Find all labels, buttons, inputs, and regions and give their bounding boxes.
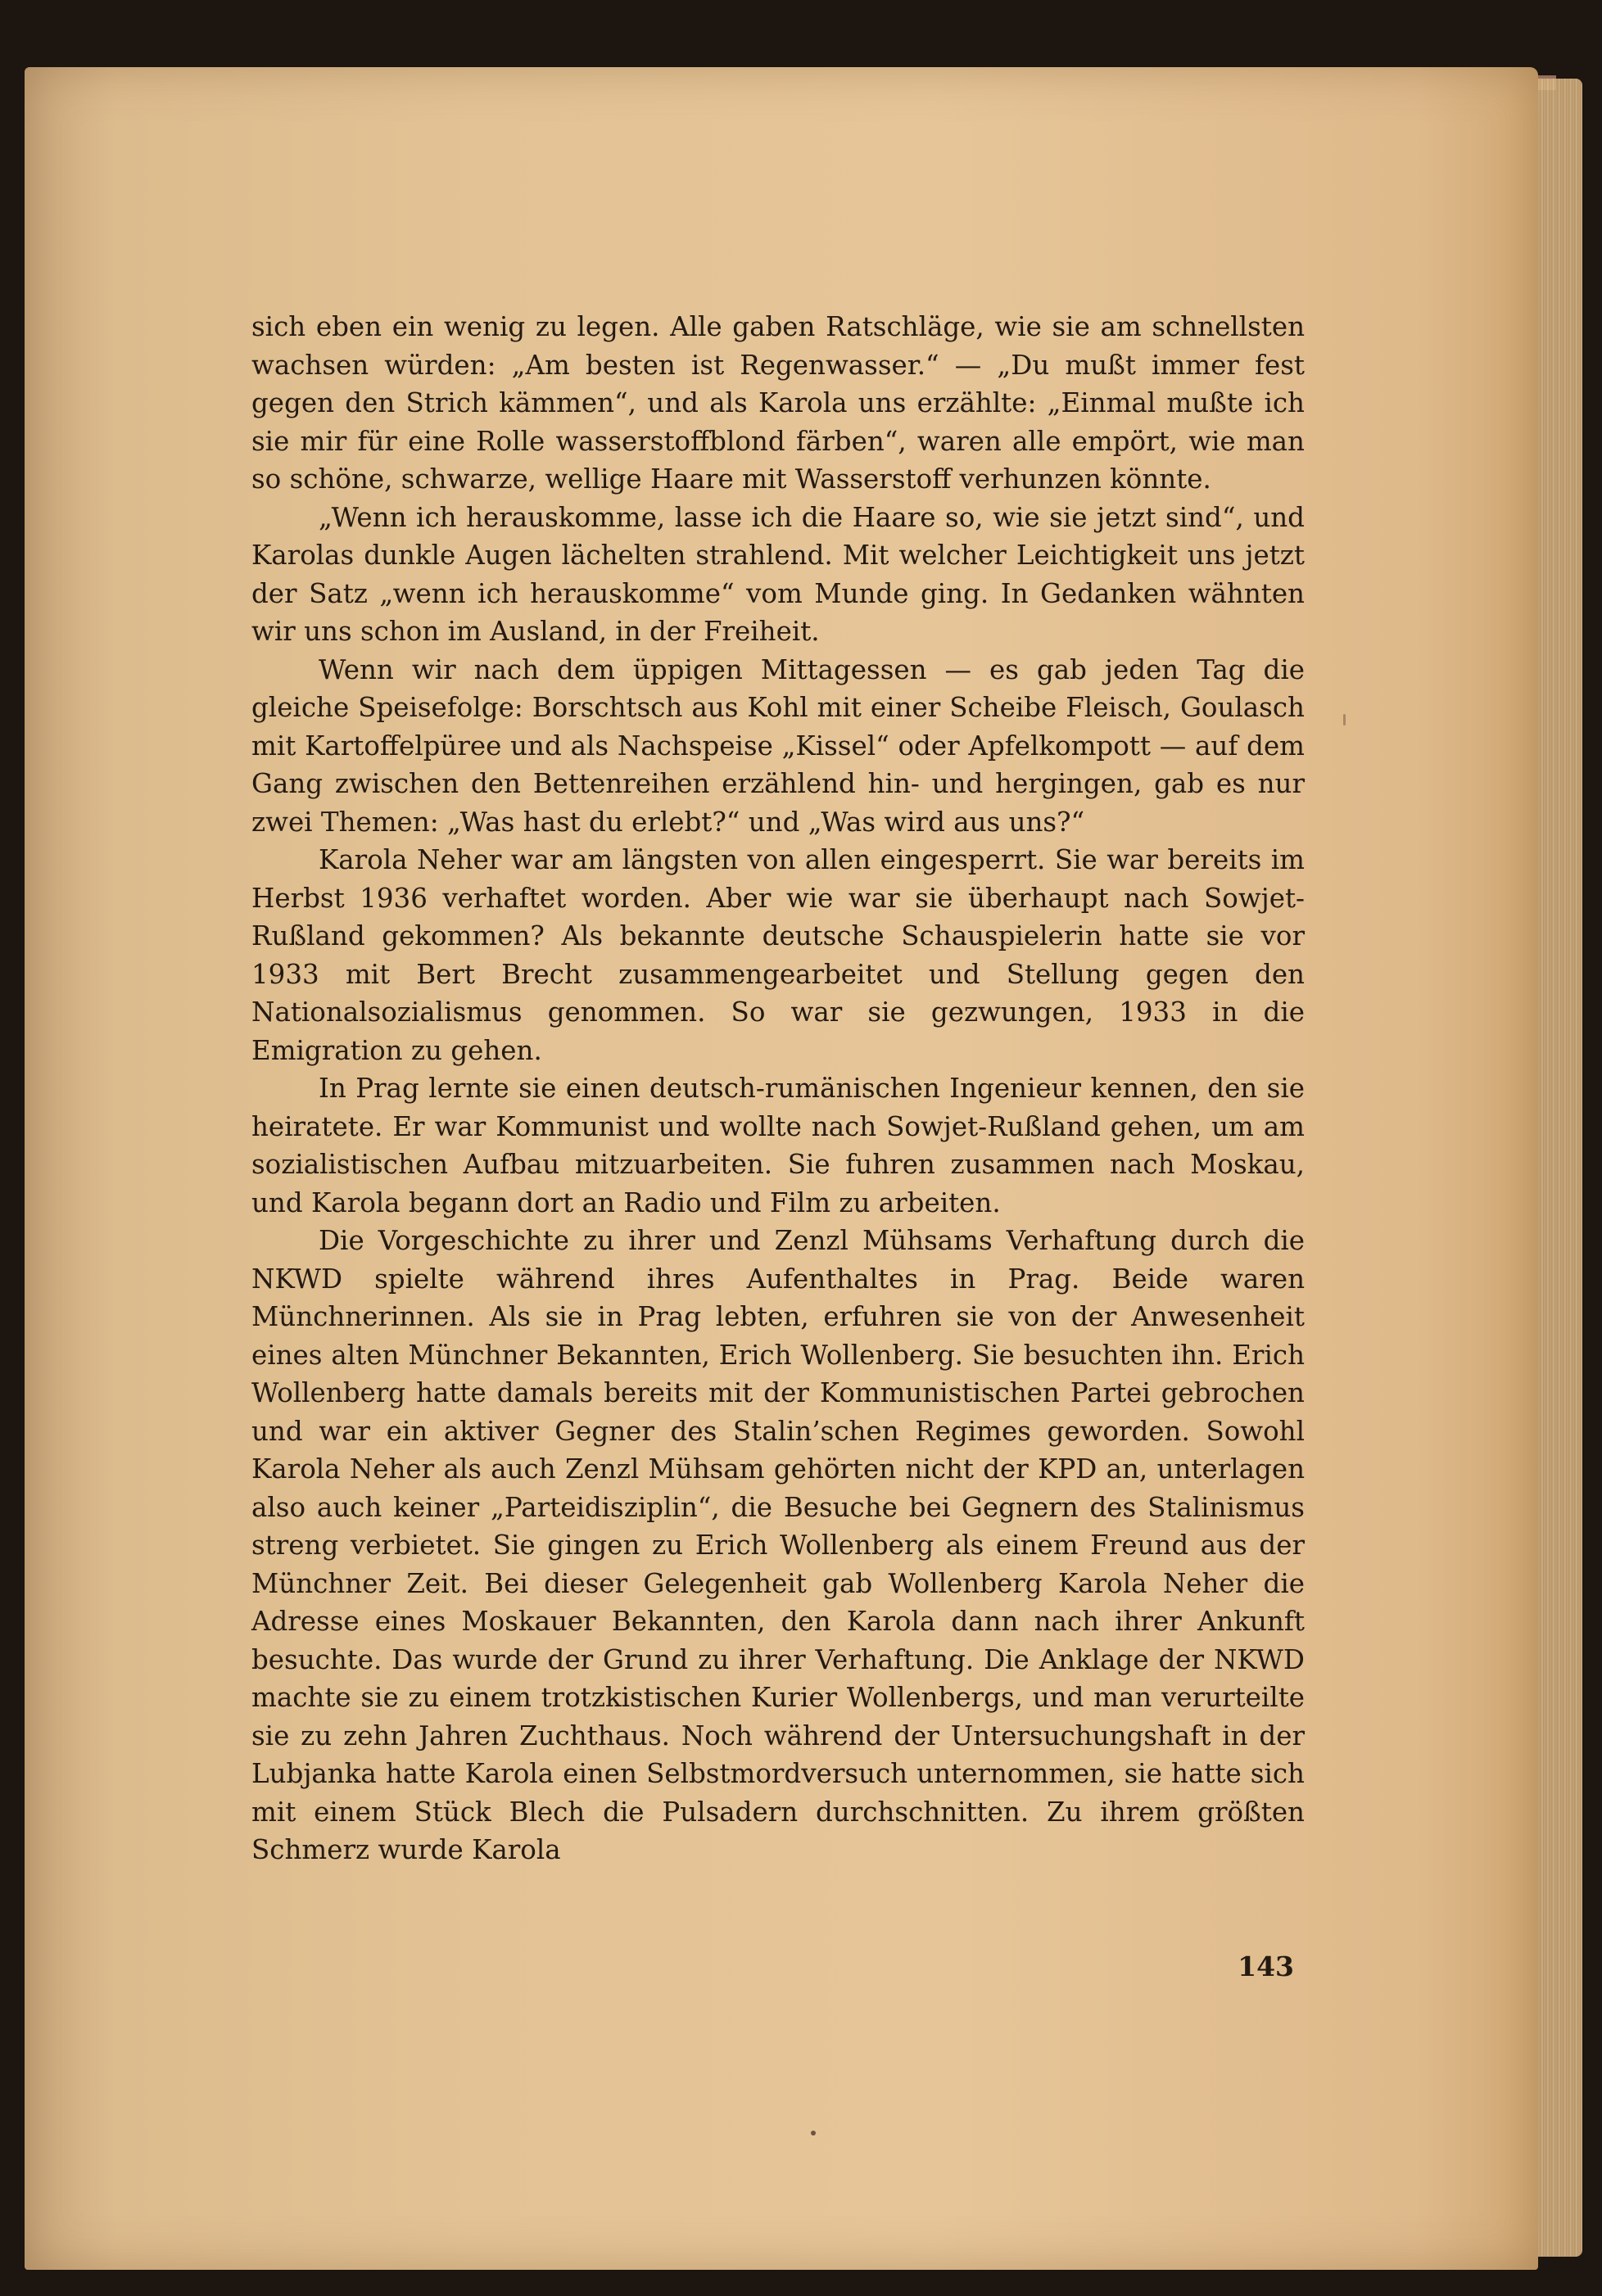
paragraph: In Prag lernte sie einen deutsch-rumänischen Ingenieur kennen, den sie heiratete. Er war Kommunist und wollte nach Sowjet-Rußland gehen, um am sozialistischen Aufbau mitzuarbeiten. Sie fuhren zusammen nach Moskau, und Karola begann dort an Radio und Film zu arbeiten. <box>251 1073 1305 1218</box>
body-text <box>251 308 1305 1869</box>
paper-mark <box>1343 714 1346 725</box>
page-stack-edges <box>1538 79 1582 2257</box>
paper-speck <box>811 2131 816 2136</box>
page-number: 143 <box>1238 1950 1294 1982</box>
paragraph: Die Vorgeschichte zu ihrer und Zenzl Mühsams Verhaftung durch die NKWD spielte während ihres Aufenthaltes in Prag. Beide waren Münchnerinnen. Als sie in Prag lebten, erfuhren sie von der Anwesenheit eines alten Münchner Bekannten, Erich Wollenberg. Sie besuchten ihn. Erich Wollenberg hatte damals bereits mit der Kommunistischen Partei gebrochen und war ein aktiver Gegner des Stalin’schen Regimes geworden. Sowohl Karola Neher als auch Zenzl Mühsam gehörten nicht der KPD an, unterlagen also auch keiner „Parteidisziplin“, die Besuche bei Gegnern des Stalinismus streng verbietet. Sie gingen zu Erich Wollenberg als einem Freund aus der Münchner Zeit. Bei dieser Gelegenheit gab Wollenberg Karola Neher die Adresse eines Moskauer Bekannten, den Karola dann nach ihrer Ankunft besuchte. Das wurde der Grund zu ihrer Verhaftung. Die Anklage der NKWD machte sie zu einem trotzkistischen Kurier Wollenbergs, und man verurteilte sie zu zehn Jahren Zuchthaus. Noch während der Untersuchungshaft in der Lubjanka hatte Karola einen Selbstmordversuch unternommen, sie hatte sich mit einem Stück Blech die Pulsadern durchschnitten. Zu ihrem größten Schmerz wurde Karola <box>251 1225 1305 1865</box>
paragraph: Karola Neher war am längsten von allen eingesperrt. Sie war bereits im Herbst 1936 verhaftet worden. Aber wie war sie überhaupt nach Sowjet-Rußland gekommen? Als bekannte deutsche Schauspielerin hatte sie vor 1933 mit Bert Brecht zusammengearbeitet und Stellung gegen den Nationalsozialismus genommen. So war sie gezwungen, 1933 in die Emigration zu gehen. <box>251 844 1305 1066</box>
paragraph: „Wenn ich herauskomme, lasse ich die Haare so, wie sie jetzt sind“, und Karolas dunkle Augen lächelten strahlend. Mit welcher Leichtigkeit uns jetzt der Satz „wenn ich herauskomme“ vom Munde ging. In Gedanken wähnten wir uns schon im Ausland, in der Freiheit. <box>251 501 1305 647</box>
paragraph: sich eben ein wenig zu legen. Alle gaben Ratschläge, wie sie am schnellsten wachsen würden: „Am besten ist Regenwasser.“ — „Du mußt immer fest gegen den Strich kämmen“, und als Karola uns erzählte: „Einmal mußte ich sie mir für eine Rolle wasserstoffblond färben“, waren alle empört, wie man so schöne, schwarze, wellige Haare mit Wasserstoff verhunzen könnte. <box>251 311 1305 495</box>
paragraph: Wenn wir nach dem üppigen Mittagessen — es gab jeden Tag die gleiche Speisefolge: Borschtsch aus Kohl mit einer Scheibe Fleisch, Goulasch mit Kartoffelpüree und als Nachspeise „Kissel“ oder Apfelkompott — auf dem Gang zwischen den Bettenreihen erzählend hin- und hergingen, gab es nur zwei Themen: „Was hast du erlebt?“ und „Was wird aus uns?“ <box>251 653 1305 838</box>
